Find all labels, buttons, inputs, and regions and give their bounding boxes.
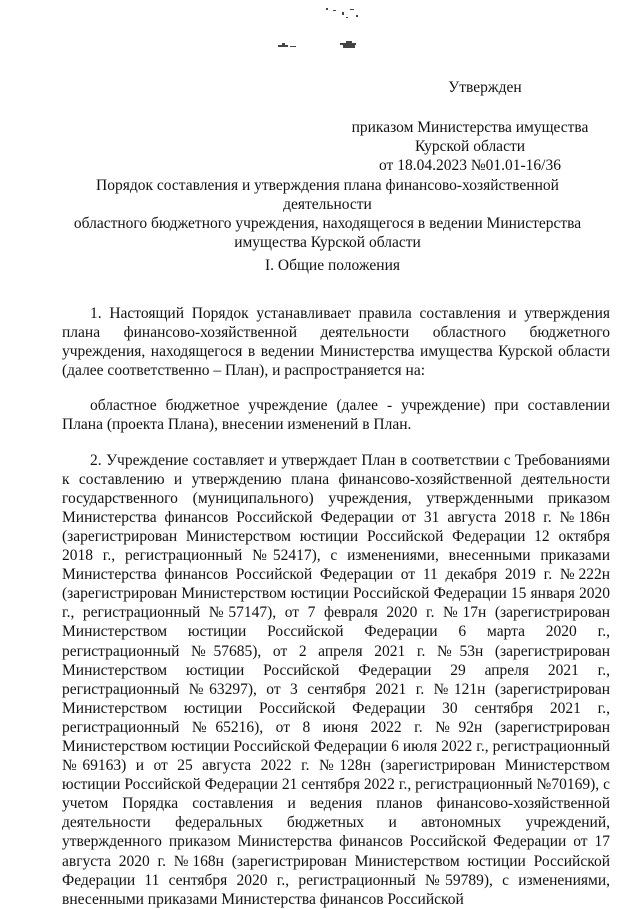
document-title-line-2: областного бюджетного учреждения, находящегося в ведении Министерства <box>73 215 582 232</box>
section-heading: I. Общие положения <box>264 257 401 274</box>
document-title-line-1: Порядок составления и утверждения плана финансово-хозяйственной деятельности <box>96 177 559 213</box>
approval-stamp <box>340 78 600 175</box>
document-title <box>50 176 605 252</box>
approval-title: Утвержден <box>448 79 522 96</box>
paragraph-3: 2. Учреждение составляет и утверждает План в соответствии с Требованиями к составлению и утверждению плана финансово-хозяйственной деятельности государственного (муниципального) учреждения, утвержденными приказом Министерства финансов Российской Федерации от 31 августа 2018 г. №186н (зарегистрирован Министерством юстиции Российской Федерации 12 октября 2018 г., регистрационный №52417), с изменениями, внесенными приказами Министерства финансов Российской Федерации от 11 декабря 2019 г. №222н (зарегистрирован Министерством юстиции Российской Федерации 15 января 2020 г., регистрационный №57147), от 7 февраля 2020 г. №17н (зарегистрирован Министерством юстиции Российской Федерации 6 марта 2020 г., регистрационный №57685), от 2 апреля 2021 г. №53н (зарегистрирован Министерством юстиции Российской Федерации 29 апреля 2021 г., регистрационный №63297), от 3 сентября 2021 г. №121н (зарегистрирован Министерством юстиции Российской Федерации 30 сентября 2021 г., регистрационный №65216), от 8 июня 2022 г. №92н (зарегистрирован Министерством юстиции Российской Федерации 6 июля 2022 г., регистрационный №69163) и от 25 августа 2022 г. №128н (зарегистрирован Министерством юстиции Российской Федерации 21 сентября 2022 г., регистрационный №70169), с учетом Порядка составления и ведения планов финансово-хозяйственной деятельности федеральных бюджетных и автономных учреждений, утвержденного приказом Министерства финансов Российской Федерации от 17 августа 2020 г. №168н (зарегистрирован Министерством юстиции Российской Федерации 11 сентября 2020 г., регистрационный №59789), с изменениями, внесенными приказами Министерства финансов Российской <box>62 451 610 908</box>
paragraph-2: областное бюджетное учреждение (далее - учреждение) при составлении Плана (проекта Плана), внесении изменений в План. <box>62 397 610 434</box>
paragraph-1: 1. Настоящий Порядок устанавливает правила составления и утверждения плана финансово-хозяйственной деятельности областного бюджетного учреждения, находящегося в ведении Министерства имущества Курской области (далее соответственно – План), и распространяется на: <box>62 305 610 380</box>
approval-date-line: от 18.04.2023 №01.01-16/36 <box>379 157 561 174</box>
approval-region-line: Курской области <box>414 138 526 155</box>
scan-artifacts <box>0 0 640 60</box>
approval-order-line: приказом Министерства имущества <box>351 119 589 136</box>
document-title-line-3: имущества Курской области <box>234 234 421 251</box>
document-body <box>62 304 610 909</box>
